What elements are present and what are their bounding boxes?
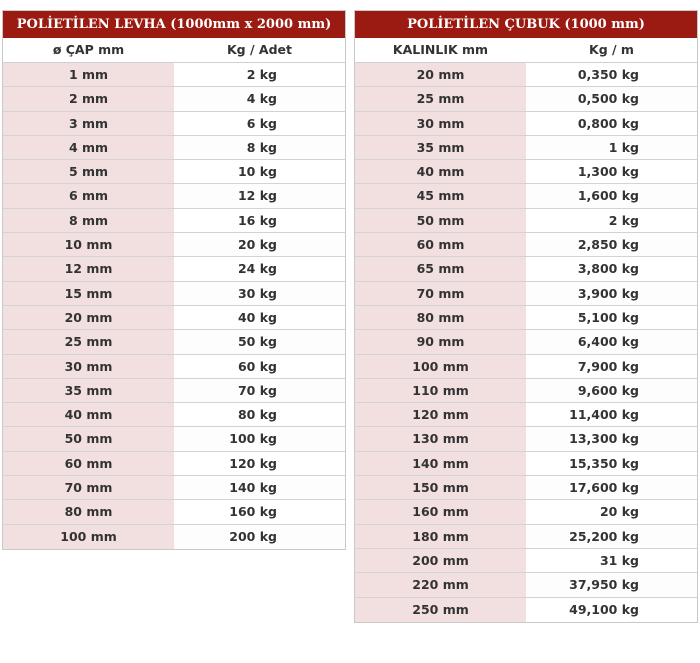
weight-cell: 0,350 kg bbox=[526, 63, 697, 86]
table-row bbox=[355, 549, 697, 573]
right-table-body bbox=[355, 63, 697, 622]
size-cell: 160 mm bbox=[355, 500, 526, 523]
size-cell: 180 mm bbox=[355, 525, 526, 548]
weight-cell: 80 kg bbox=[174, 403, 345, 426]
size-cell: 140 mm bbox=[355, 452, 526, 475]
size-cell: 100 mm bbox=[355, 355, 526, 378]
weight-cell: 31 kg bbox=[526, 549, 697, 572]
size-cell: 35 mm bbox=[355, 136, 526, 159]
size-cell: 20 mm bbox=[3, 306, 174, 329]
size-cell: 100 mm bbox=[3, 525, 174, 549]
size-cell: 35 mm bbox=[3, 379, 174, 402]
table-row bbox=[355, 525, 697, 549]
table-row bbox=[3, 63, 345, 87]
weight-cell: 160 kg bbox=[174, 500, 345, 523]
weight-cell: 8 kg bbox=[174, 136, 345, 159]
weight-cell: 1,300 kg bbox=[526, 160, 697, 183]
polietilen-cubuk-table bbox=[354, 10, 698, 623]
size-cell: 10 mm bbox=[3, 233, 174, 256]
weight-cell: 0,500 kg bbox=[526, 87, 697, 110]
size-cell: 250 mm bbox=[355, 598, 526, 622]
size-cell: 6 mm bbox=[3, 184, 174, 207]
size-cell: 70 mm bbox=[3, 476, 174, 499]
size-cell: 3 mm bbox=[3, 112, 174, 135]
weight-cell: 50 kg bbox=[174, 330, 345, 353]
table-row bbox=[355, 112, 697, 136]
table-row bbox=[355, 282, 697, 306]
weight-cell: 70 kg bbox=[174, 379, 345, 402]
table-row bbox=[355, 87, 697, 111]
size-cell: 150 mm bbox=[355, 476, 526, 499]
table-row bbox=[355, 573, 697, 597]
size-cell: 4 mm bbox=[3, 136, 174, 159]
weight-cell: 7,900 kg bbox=[526, 355, 697, 378]
size-cell: 65 mm bbox=[355, 257, 526, 280]
size-cell: 70 mm bbox=[355, 282, 526, 305]
table-row bbox=[3, 257, 345, 281]
left-table-title: POLİETİLEN LEVHA (1000mm x 2000 mm) bbox=[3, 11, 345, 38]
size-cell: 40 mm bbox=[3, 403, 174, 426]
table-row bbox=[355, 355, 697, 379]
weight-cell: 15,350 kg bbox=[526, 452, 697, 475]
size-cell: 60 mm bbox=[355, 233, 526, 256]
table-row bbox=[3, 379, 345, 403]
weight-cell: 120 kg bbox=[174, 452, 345, 475]
table-row bbox=[3, 87, 345, 111]
table-row bbox=[355, 598, 697, 622]
table-row bbox=[3, 476, 345, 500]
weight-cell: 3,900 kg bbox=[526, 282, 697, 305]
table-row bbox=[3, 233, 345, 257]
table-row bbox=[3, 525, 345, 549]
left-table-header bbox=[3, 38, 345, 63]
table-row bbox=[355, 379, 697, 403]
size-cell: 20 mm bbox=[355, 63, 526, 86]
weight-cell: 2,850 kg bbox=[526, 233, 697, 256]
right-col2-header: Kg / m bbox=[589, 42, 634, 57]
weight-cell: 5,100 kg bbox=[526, 306, 697, 329]
left-col1-header: ø ÇAP mm bbox=[52, 42, 125, 57]
table-row bbox=[3, 355, 345, 379]
weight-cell: 100 kg bbox=[174, 427, 345, 450]
table-row bbox=[355, 476, 697, 500]
right-table-header bbox=[355, 38, 697, 63]
size-cell: 80 mm bbox=[355, 306, 526, 329]
weight-cell: 25,200 kg bbox=[526, 525, 697, 548]
size-cell: 130 mm bbox=[355, 427, 526, 450]
table-row bbox=[355, 257, 697, 281]
weight-cell: 49,100 kg bbox=[526, 598, 697, 622]
left-col2-header: Kg / Adet bbox=[227, 42, 292, 57]
table-row bbox=[355, 306, 697, 330]
polietilen-levha-table bbox=[2, 10, 346, 550]
size-cell: 2 mm bbox=[3, 87, 174, 110]
size-cell: 25 mm bbox=[3, 330, 174, 353]
table-row bbox=[3, 427, 345, 451]
right-table-title: POLİETİLEN ÇUBUK (1000 mm) bbox=[355, 11, 697, 38]
weight-cell: 37,950 kg bbox=[526, 573, 697, 596]
table-row bbox=[355, 427, 697, 451]
weight-cell: 11,400 kg bbox=[526, 403, 697, 426]
table-row bbox=[3, 184, 345, 208]
right-col1-header: KALINLIK mm bbox=[392, 42, 489, 57]
weight-cell: 12 kg bbox=[174, 184, 345, 207]
weight-cell: 4 kg bbox=[174, 87, 345, 110]
table-row bbox=[355, 63, 697, 87]
weight-cell: 20 kg bbox=[174, 233, 345, 256]
table-row bbox=[355, 403, 697, 427]
size-cell: 25 mm bbox=[355, 87, 526, 110]
size-cell: 30 mm bbox=[355, 112, 526, 135]
weight-cell: 3,800 kg bbox=[526, 257, 697, 280]
table-row bbox=[3, 306, 345, 330]
weight-cell: 0,800 kg bbox=[526, 112, 697, 135]
size-cell: 1 mm bbox=[3, 63, 174, 86]
left-table-body bbox=[3, 63, 345, 549]
table-row bbox=[355, 452, 697, 476]
size-cell: 90 mm bbox=[355, 330, 526, 353]
size-cell: 60 mm bbox=[3, 452, 174, 475]
size-cell: 80 mm bbox=[3, 500, 174, 523]
size-cell: 120 mm bbox=[355, 403, 526, 426]
table-row bbox=[3, 112, 345, 136]
size-cell: 220 mm bbox=[355, 573, 526, 596]
table-row bbox=[355, 184, 697, 208]
size-cell: 40 mm bbox=[355, 160, 526, 183]
size-cell: 50 mm bbox=[3, 427, 174, 450]
weight-cell: 200 kg bbox=[174, 525, 345, 549]
weight-cell: 24 kg bbox=[174, 257, 345, 280]
weight-cell: 9,600 kg bbox=[526, 379, 697, 402]
table-row bbox=[3, 282, 345, 306]
table-row bbox=[355, 136, 697, 160]
weight-cell: 60 kg bbox=[174, 355, 345, 378]
size-cell: 5 mm bbox=[3, 160, 174, 183]
weight-cell: 30 kg bbox=[174, 282, 345, 305]
size-cell: 12 mm bbox=[3, 257, 174, 280]
table-row bbox=[3, 136, 345, 160]
table-row bbox=[3, 160, 345, 184]
weight-cell: 13,300 kg bbox=[526, 427, 697, 450]
table-row bbox=[355, 330, 697, 354]
weight-cell: 2 kg bbox=[526, 209, 697, 232]
size-cell: 110 mm bbox=[355, 379, 526, 402]
weight-cell: 2 kg bbox=[174, 63, 345, 86]
weight-cell: 10 kg bbox=[174, 160, 345, 183]
size-cell: 30 mm bbox=[3, 355, 174, 378]
size-cell: 50 mm bbox=[355, 209, 526, 232]
table-row bbox=[355, 233, 697, 257]
size-cell: 8 mm bbox=[3, 209, 174, 232]
table-row bbox=[3, 500, 345, 524]
weight-cell: 16 kg bbox=[174, 209, 345, 232]
weight-cell: 140 kg bbox=[174, 476, 345, 499]
size-cell: 15 mm bbox=[3, 282, 174, 305]
table-row bbox=[3, 403, 345, 427]
weight-cell: 1,600 kg bbox=[526, 184, 697, 207]
table-row bbox=[355, 160, 697, 184]
weight-cell: 6 kg bbox=[174, 112, 345, 135]
table-row bbox=[3, 452, 345, 476]
weight-cell: 6,400 kg bbox=[526, 330, 697, 353]
size-cell: 45 mm bbox=[355, 184, 526, 207]
table-row bbox=[355, 500, 697, 524]
weight-cell: 20 kg bbox=[526, 500, 697, 523]
table-row bbox=[3, 330, 345, 354]
table-row bbox=[3, 209, 345, 233]
table-row bbox=[355, 209, 697, 233]
weight-cell: 17,600 kg bbox=[526, 476, 697, 499]
weight-cell: 40 kg bbox=[174, 306, 345, 329]
size-cell: 200 mm bbox=[355, 549, 526, 572]
weight-cell: 1 kg bbox=[526, 136, 697, 159]
